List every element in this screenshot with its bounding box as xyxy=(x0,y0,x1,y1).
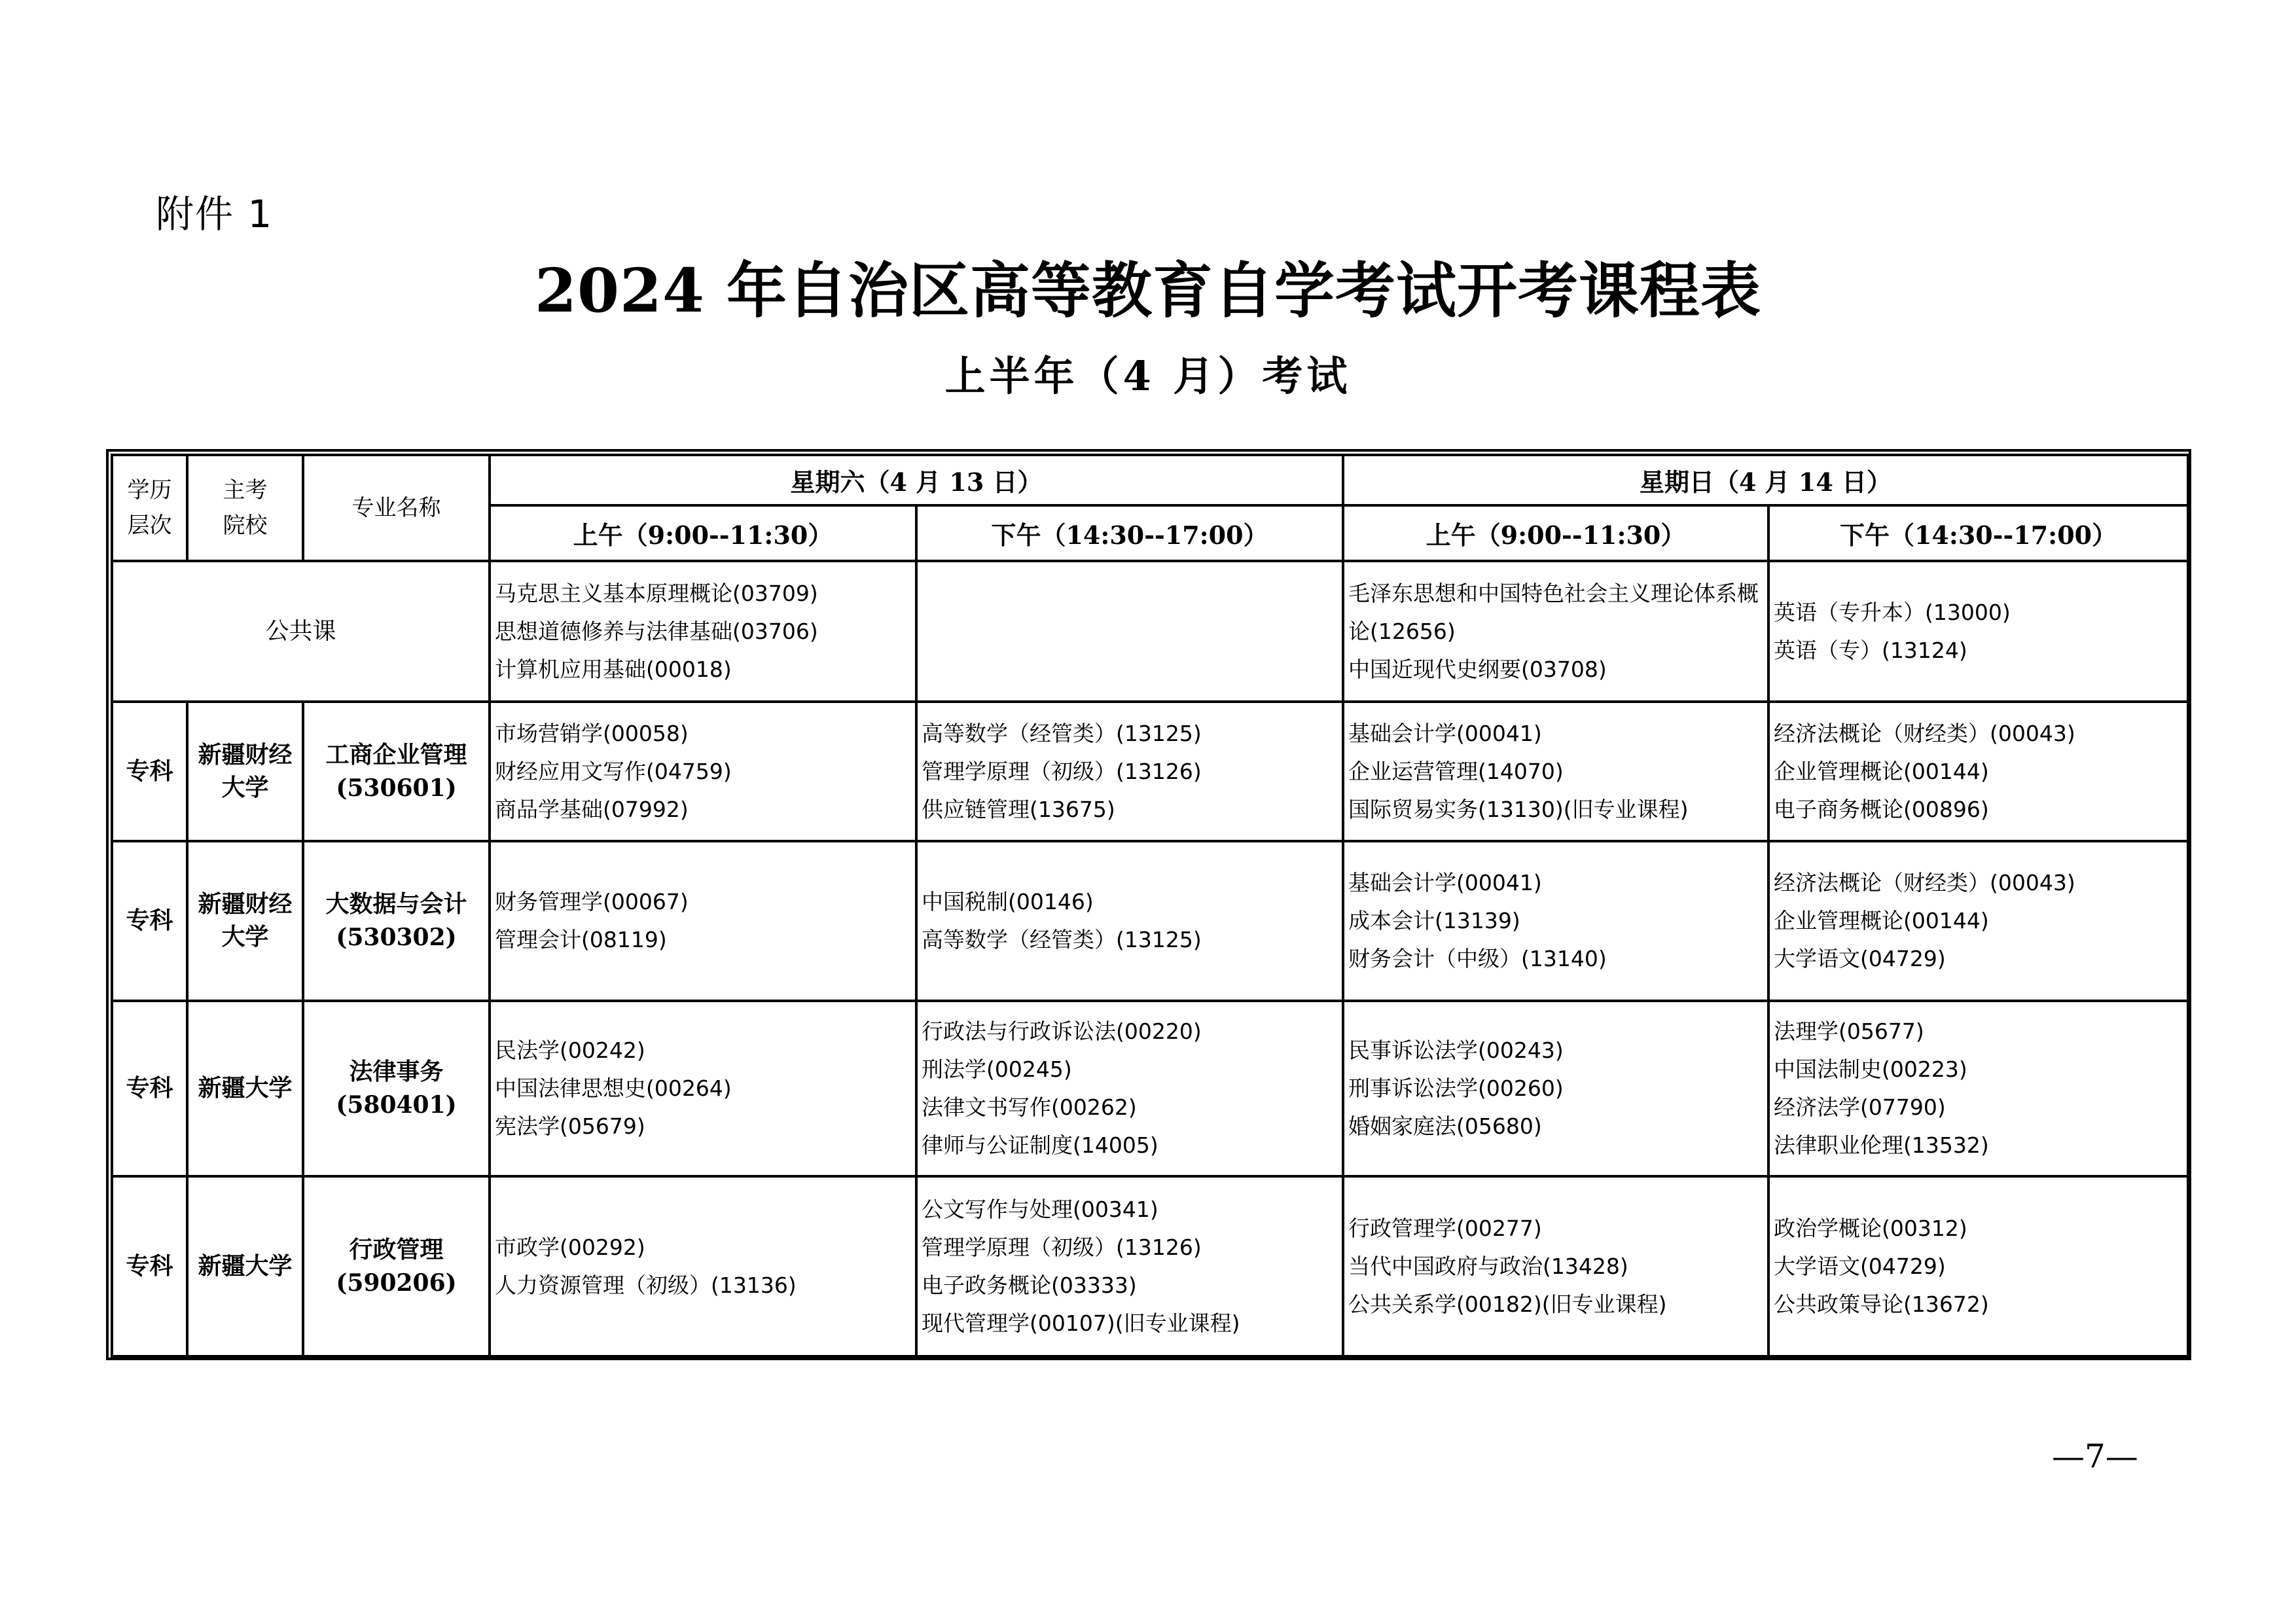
course-item: 高等数学（经管类）(13125) xyxy=(922,927,1202,952)
table-row xyxy=(112,702,2188,841)
school-cell xyxy=(187,1176,303,1356)
header-school xyxy=(187,455,303,561)
course-item: 英语（专升本）(13000) xyxy=(1774,599,2011,625)
course-item: 行政法与行政诉讼法(00220) xyxy=(922,1019,1202,1044)
header-sat-am: 上午（9:00--11:30） xyxy=(490,505,916,561)
header-school-line: 院校 xyxy=(223,513,268,539)
exam-schedule-table xyxy=(111,454,2189,1358)
cell-sun-pm xyxy=(1768,1176,2188,1356)
course-item: 企业运营管理(14070) xyxy=(1348,758,1564,784)
major-cell xyxy=(303,702,490,841)
major-name: 大数据与会计 xyxy=(325,891,467,918)
cell-sun-am xyxy=(1343,1001,1768,1176)
course-item: 国际贸易实务(13130)(旧专业课程) xyxy=(1348,796,1689,822)
cell-public-sun-pm xyxy=(1768,561,2188,702)
course-item: 商品学基础(07992) xyxy=(495,796,689,822)
course-item: 律师与公证制度(14005) xyxy=(922,1132,1158,1158)
course-item: 成本会计(13139) xyxy=(1348,908,1520,933)
cell-public-sun-am xyxy=(1343,561,1768,702)
major-cell xyxy=(303,1176,490,1356)
public-course-label: 公共课 xyxy=(112,561,490,702)
cell-sat-pm xyxy=(916,1176,1343,1356)
header-sat-pm: 下午（14:30--17:00） xyxy=(916,505,1343,561)
cell-sun-am xyxy=(1343,702,1768,841)
school-line: 大学 xyxy=(221,774,269,801)
course-item: 企业管理概论(00144) xyxy=(1774,758,1989,784)
header-major: 专业名称 xyxy=(303,455,490,561)
course-item: 中国近现代史纲要(03708) xyxy=(1348,656,1607,682)
school-line: 新疆财经 xyxy=(198,891,293,918)
cell-sat-am xyxy=(490,702,916,841)
course-item: 大学语文(04729) xyxy=(1774,1253,1946,1279)
cell-sat-pm xyxy=(916,1001,1343,1176)
course-item: 中国法制史(00223) xyxy=(1774,1056,1967,1082)
major-name: 法律事务 xyxy=(349,1058,444,1085)
cell-public-sat-am xyxy=(490,561,916,702)
course-item: 刑事诉讼法学(00260) xyxy=(1348,1075,1564,1101)
header-sun-pm: 下午（14:30--17:00） xyxy=(1768,505,2188,561)
cell-sat-pm xyxy=(916,702,1343,841)
course-item: 供应链管理(13675) xyxy=(922,796,1115,822)
course-item: 民事诉讼法学(00243) xyxy=(1348,1038,1564,1063)
table-row-public xyxy=(112,561,2188,702)
course-item: 管理会计(08119) xyxy=(495,927,667,952)
school-line: 新疆财经 xyxy=(198,741,293,768)
header-sun-am: 上午（9:00--11:30） xyxy=(1343,505,1768,561)
course-item: 管理学原理（初级）(13126) xyxy=(922,1234,1202,1260)
school-line: 大学 xyxy=(221,924,269,950)
course-item: 基础会计学(00041) xyxy=(1348,720,1542,746)
level-cell: 专科 xyxy=(112,1176,187,1356)
course-item: 财务会计（中级）(13140) xyxy=(1348,946,1607,971)
level-cell: 专科 xyxy=(112,702,187,841)
major-code: (530302) xyxy=(336,924,457,951)
course-item: 经济法概论（财经类）(00043) xyxy=(1774,720,2075,746)
major-code: (580401) xyxy=(336,1091,457,1119)
course-item: 法理学(05677) xyxy=(1774,1019,1924,1044)
course-item: 婚姻家庭法(05680) xyxy=(1348,1113,1542,1139)
course-item: 思想道德修养与法律基础(03706) xyxy=(495,618,818,644)
table-row xyxy=(112,1001,2188,1176)
cell-sat-pm xyxy=(916,841,1343,1001)
course-item: 经济法概论（财经类）(00043) xyxy=(1774,870,2075,895)
header-level-line: 学历 xyxy=(127,477,172,503)
cell-sun-pm xyxy=(1768,841,2188,1001)
course-item: 马克思主义基本原理概论(03709) xyxy=(495,580,818,606)
course-item: 公共政策导论(13672) xyxy=(1774,1291,1989,1317)
course-item: 公共关系学(00182)(旧专业课程) xyxy=(1348,1291,1667,1317)
major-name: 行政管理 xyxy=(349,1236,444,1263)
course-item: 高等数学（经管类）(13125) xyxy=(922,720,1202,746)
course-item: 法律文书写作(00262) xyxy=(922,1094,1137,1120)
course-item: 电子商务概论(00896) xyxy=(1774,796,1989,822)
document-subtitle: 上半年（4 月）考试 xyxy=(944,352,1352,400)
course-item: 民法学(00242) xyxy=(495,1038,645,1063)
school-cell xyxy=(187,1001,303,1176)
course-item: 管理学原理（初级）(13126) xyxy=(922,758,1202,784)
course-item: 中国税制(00146) xyxy=(922,889,1094,914)
major-code: (590206) xyxy=(336,1269,457,1297)
course-item: 刑法学(00245) xyxy=(922,1056,1072,1082)
course-item: 财经应用文写作(04759) xyxy=(495,758,732,784)
course-item: 电子政务概论(03333) xyxy=(922,1272,1137,1298)
header-day-saturday: 星期六（4 月 13 日） xyxy=(490,455,1343,505)
table-row xyxy=(112,1176,2188,1356)
course-item: 财务管理学(00067) xyxy=(495,889,689,914)
course-item: 中国法律思想史(00264) xyxy=(495,1075,732,1101)
document-title: 2024 年自治区高等教育自学考试开考课程表 xyxy=(534,255,1762,326)
header-row-days xyxy=(112,455,2188,505)
course-item: 市政学(00292) xyxy=(495,1234,645,1260)
cell-sun-am xyxy=(1343,1176,1768,1356)
major-cell xyxy=(303,1001,490,1176)
header-level-line: 层次 xyxy=(127,513,172,539)
page-number: —7— xyxy=(2052,1437,2138,1475)
cell-public-sat-pm xyxy=(916,561,1343,702)
header-level xyxy=(112,455,187,561)
course-item: 大学语文(04729) xyxy=(1774,946,1946,971)
course-item: 基础会计学(00041) xyxy=(1348,870,1542,895)
course-item: 法律职业伦理(13532) xyxy=(1774,1132,1989,1158)
header-day-sunday: 星期日（4 月 14 日） xyxy=(1343,455,2188,505)
course-item: 市场营销学(00058) xyxy=(495,720,689,746)
course-item: 政治学概论(00312) xyxy=(1774,1215,1967,1241)
course-item: 公文写作与处理(00341) xyxy=(922,1196,1158,1222)
cell-sun-pm xyxy=(1768,702,2188,841)
level-cell: 专科 xyxy=(112,1001,187,1176)
cell-sun-am xyxy=(1343,841,1768,1001)
major-code: (530601) xyxy=(336,774,457,802)
course-item: 人力资源管理（初级）(13136) xyxy=(495,1272,797,1298)
major-name: 工商企业管理 xyxy=(325,741,467,768)
course-item: 当代中国政府与政治(13428) xyxy=(1348,1253,1628,1279)
course-item: 经济法学(07790) xyxy=(1774,1094,1946,1120)
course-item: 毛泽东思想和中国特色社会主义理论体系概论(12656) xyxy=(1348,580,1759,644)
school-line: 新疆大学 xyxy=(198,1075,293,1102)
school-cell xyxy=(187,841,303,1001)
course-item: 计算机应用基础(00018) xyxy=(495,656,732,682)
header-school-line: 主考 xyxy=(223,477,268,503)
school-cell xyxy=(187,702,303,841)
course-item: 英语（专）(13124) xyxy=(1774,637,1967,663)
cell-sat-am xyxy=(490,1176,916,1356)
course-item: 宪法学(05679) xyxy=(495,1113,645,1139)
cell-sat-am xyxy=(490,1001,916,1176)
table-row xyxy=(112,841,2188,1001)
cell-sat-am xyxy=(490,841,916,1001)
major-cell xyxy=(303,841,490,1001)
course-item: 行政管理学(00277) xyxy=(1348,1215,1542,1241)
level-cell: 专科 xyxy=(112,841,187,1001)
attachment-label: 附件 1 xyxy=(156,192,274,236)
cell-sun-pm xyxy=(1768,1001,2188,1176)
course-item: 现代管理学(00107)(旧专业课程) xyxy=(922,1310,1240,1336)
school-line: 新疆大学 xyxy=(198,1252,293,1280)
course-item: 企业管理概论(00144) xyxy=(1774,908,1989,933)
